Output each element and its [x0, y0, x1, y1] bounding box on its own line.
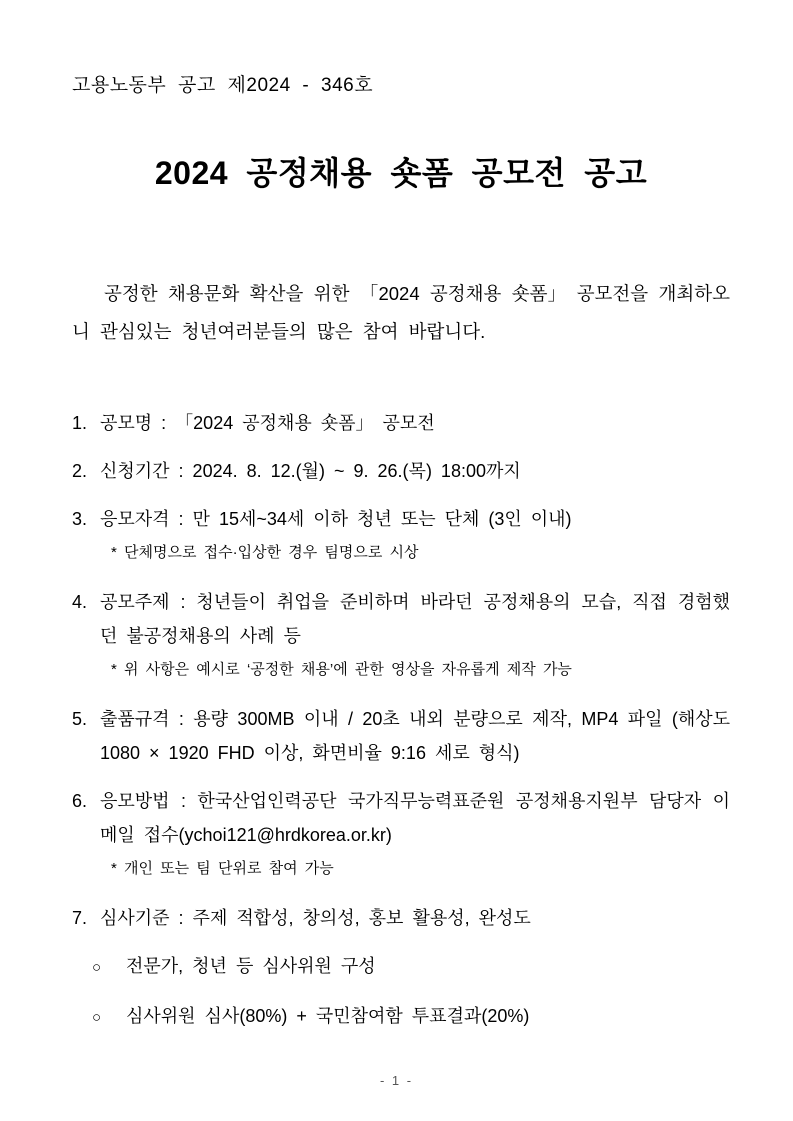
list-item-7: [72, 901, 730, 935]
intro-paragraph: 공정한 채용문화 확산을 위한 「2024 공정채용 숏폼」 공모전을 개최하오니 관심있는 청년여러분들의 많은 참여 바랍니다.: [72, 283, 730, 342]
circle-bullet-icon: ○: [92, 959, 102, 976]
item-note: * 위 사항은 예시로 ‘공정한 채용’에 관한 영상을 자유롭게 제작 가능: [111, 661, 572, 678]
item-text: 응모방법 : 한국산업인력공단 국가직무능력표준원 공정채용지원부 담당자 이메일 접수(ychoi121@hrdkorea.or.kr): [100, 791, 730, 845]
bullet-text: 전문가, 청년 등 심사위원 구성: [126, 956, 376, 976]
page-number-footer: - 1 -: [379, 1073, 414, 1088]
item-number: 1.: [72, 413, 88, 433]
bullet-text: 심사위원 심사(80%) + 국민참여함 투표결과(20%): [126, 1006, 530, 1026]
list-item-3: [72, 502, 730, 536]
list-item-4: [72, 585, 730, 653]
item-number: 2.: [72, 461, 88, 481]
list-item-5: [72, 702, 730, 770]
list-item-1: [72, 406, 730, 440]
item-note: * 단체명으로 접수·입상한 경우 팀명으로 시상: [111, 544, 419, 561]
item-note: * 개인 또는 팀 단위로 참여 가능: [111, 860, 334, 877]
item-text: 공모명 : 「2024 공정채용 숏폼」 공모전: [100, 413, 435, 433]
item-number: 3.: [72, 509, 88, 529]
item-list: [72, 406, 730, 1035]
item-text: 신청기간 : 2024. 8. 12.(월) ~ 9. 26.(목) 18:00까지: [100, 461, 521, 481]
item-number: 5.: [72, 709, 88, 729]
item-text: 공모주제 : 청년들이 취업을 준비하며 바라던 공정채용의 모습, 직접 경험했던 불공정채용의 사례 등: [100, 592, 730, 646]
item-number: 6.: [72, 791, 88, 811]
item-text: 출품규격 : 용량 300MB 이내 / 20초 내외 분량으로 제작, MP4 파일 (해상도 1080 × 1920 FHD 이상, 화면비율 9:16 세로 형식): [100, 709, 730, 763]
page-title: 2024 공정채용 숏폼 공모전 공고: [154, 155, 648, 191]
item-number: 4.: [72, 592, 88, 612]
list-item-6: [72, 784, 730, 852]
circle-bullet-icon: ○: [92, 1009, 102, 1026]
item-text: 심사기준 : 주제 적합성, 창의성, 홍보 활용성, 완성도: [100, 908, 531, 928]
item-number: 7.: [72, 908, 88, 928]
bullet-item-2: [72, 999, 730, 1035]
doc-number: 고용노동부 공고 제2024 - 346호: [72, 75, 374, 96]
list-item-2: [72, 454, 730, 488]
bullet-item-1: [72, 949, 730, 985]
item-text: 응모자격 : 만 15세~34세 이하 청년 또는 단체 (3인 이내): [100, 509, 572, 529]
